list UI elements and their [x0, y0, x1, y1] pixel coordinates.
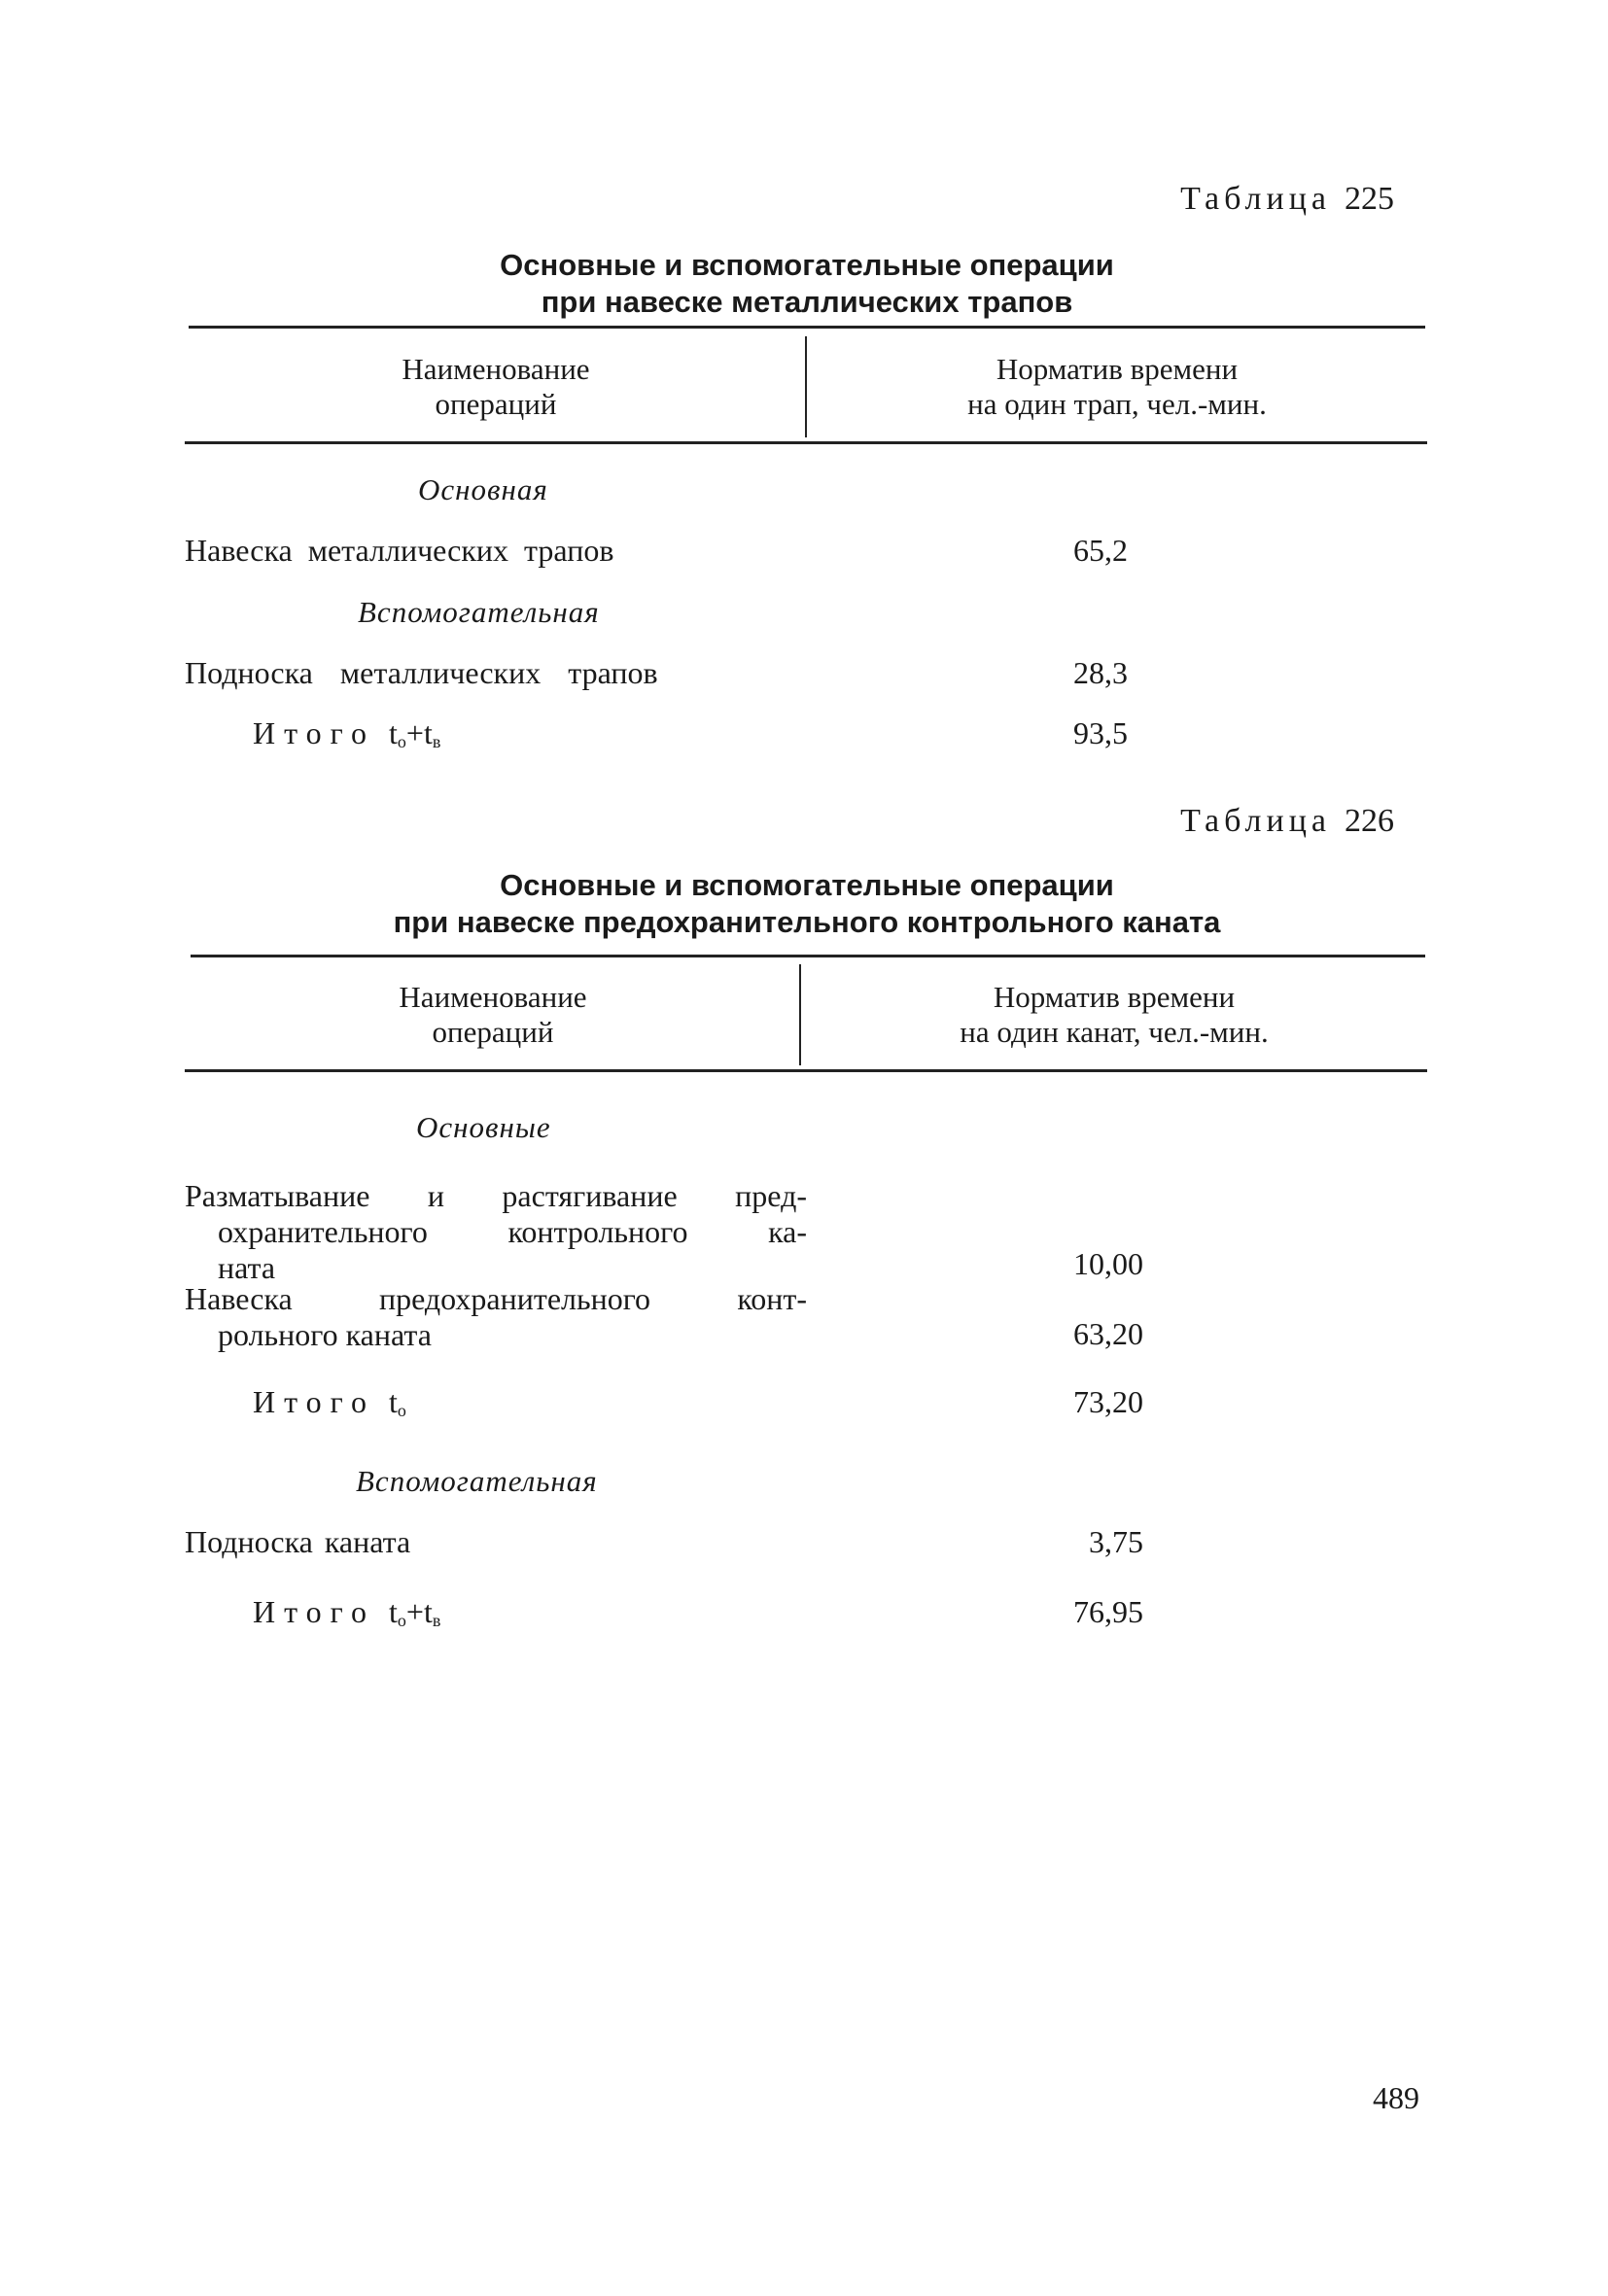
header-line: Наименование — [399, 980, 587, 1014]
operation-row-name: Подноска металлических трапов — [185, 655, 658, 690]
subtotal-label: Итого — [253, 1384, 375, 1419]
operation-row-name: Навеска металлических трапов — [185, 533, 614, 568]
operation-row-multiline — [185, 1178, 807, 1286]
header-line: операций — [435, 387, 557, 421]
caption-line-1: Основные и вспомогательные операции — [500, 248, 1114, 282]
row-text-line: Навеска предохранительного конт- — [185, 1281, 807, 1316]
column-divider — [805, 336, 807, 437]
operation-row-value: 3,75 — [1089, 1524, 1143, 1559]
section-main: Основные — [416, 1110, 551, 1144]
table-header-rule — [185, 441, 1427, 444]
column-header-operations — [189, 980, 797, 1050]
section-main: Основная — [418, 472, 548, 506]
formula-subscript: о — [397, 1611, 406, 1630]
subtotal-row — [253, 1384, 406, 1421]
table-header-rule — [185, 1069, 1427, 1072]
table-225-label — [1180, 181, 1394, 218]
caption-line-2: при навеске металлических трапов — [541, 285, 1073, 319]
header-line: Норматив времени — [993, 980, 1236, 1014]
column-header-time-norm — [809, 352, 1425, 422]
row-text-line: Разматывание и растягивание пред- — [185, 1178, 807, 1213]
header-line: Наименование — [402, 352, 590, 386]
table-226-caption — [185, 867, 1429, 941]
formula-plus: + — [405, 1594, 424, 1629]
table-top-rule — [191, 955, 1425, 957]
row-text-line: ната — [218, 1250, 276, 1285]
formula-subscript: о — [397, 732, 406, 751]
formula-t: t — [423, 1594, 433, 1629]
operation-row-multiline — [185, 1281, 807, 1353]
header-line: на один трап, чел.-мин. — [967, 387, 1267, 421]
caption-line-1: Основные и вспомогательные операции — [500, 868, 1114, 902]
column-header-time-norm — [803, 980, 1425, 1050]
column-divider — [799, 964, 801, 1065]
formula-subscript: о — [397, 1401, 406, 1420]
formula-t: t — [389, 1594, 398, 1629]
table-226-label — [1180, 803, 1394, 840]
total-row — [253, 715, 440, 752]
operation-row-value: 65,2 — [1073, 533, 1128, 568]
formula-subscript: в — [432, 1611, 441, 1630]
total-label: Итого — [253, 1594, 375, 1629]
operation-row-value: 63,20 — [1073, 1316, 1143, 1351]
table-label-text: Таблица — [1180, 803, 1331, 839]
column-header-operations — [189, 352, 803, 422]
formula-t: t — [389, 1384, 398, 1419]
total-label: Итого — [253, 715, 375, 750]
section-auxiliary: Вспомогательная — [356, 1464, 598, 1498]
page-number: 489 — [1373, 2080, 1419, 2115]
operation-row-value: 10,00 — [1073, 1246, 1143, 1281]
table-label-text: Таблица — [1180, 181, 1331, 217]
row-text-line: рольного каната — [218, 1317, 432, 1352]
total-value: 76,95 — [1073, 1594, 1143, 1629]
formula-plus: + — [405, 715, 424, 750]
subtotal-value: 73,20 — [1073, 1384, 1143, 1419]
header-line: Норматив времени — [996, 352, 1239, 386]
operation-row-name: Подноска каната — [185, 1524, 411, 1559]
table-225-caption — [185, 247, 1429, 321]
section-auxiliary: Вспомогательная — [358, 595, 600, 629]
formula-subscript: в — [432, 732, 441, 751]
table-number: 225 — [1345, 181, 1394, 217]
row-text-line: охранительного контрольного ка- — [218, 1214, 807, 1249]
table-top-rule — [189, 326, 1425, 329]
caption-line-2: при навеске предохранительного контрольного каната — [393, 905, 1221, 939]
header-line: на один канат, чел.-мин. — [960, 1015, 1269, 1049]
table-number: 226 — [1345, 803, 1394, 839]
total-row — [253, 1594, 440, 1631]
header-line: операций — [432, 1015, 554, 1049]
total-value: 93,5 — [1073, 715, 1128, 750]
formula-t: t — [423, 715, 433, 750]
formula-t: t — [389, 715, 398, 750]
operation-row-value: 28,3 — [1073, 655, 1128, 690]
